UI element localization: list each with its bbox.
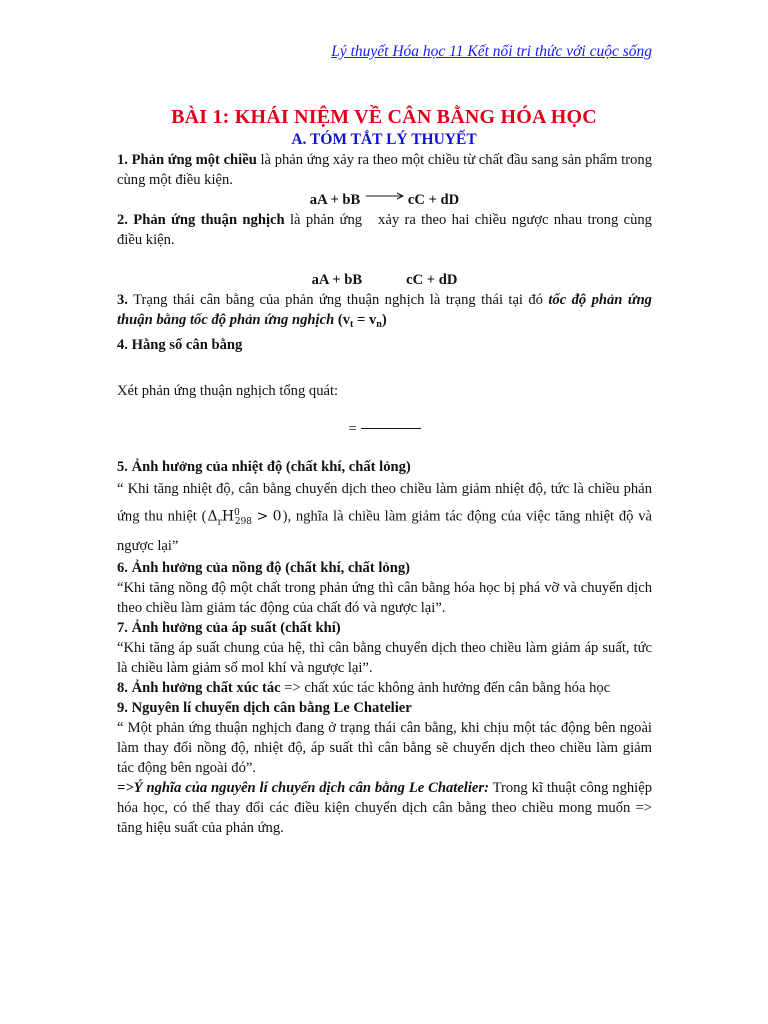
section-4 bbox=[117, 335, 652, 355]
section-6 bbox=[117, 558, 652, 578]
section-1-heading: 1. Phản ứng một chiều bbox=[117, 152, 257, 168]
equation-left: aA + bB bbox=[309, 192, 361, 208]
equation-left: aA + bB bbox=[311, 272, 363, 288]
section-4-heading: 4. Hằng số cân bằng bbox=[117, 337, 243, 353]
enthalpy-expression: $\Delta_rH^0_{298} > 0$ bbox=[207, 508, 282, 528]
section-7-text: “Khi tăng áp suất chung của hệ, thì cân bằng chuyển dịch theo chiều làm giảm áp suất, tức là chiều làm giảm số mol khí và ngược lại”. bbox=[117, 640, 652, 677]
le-chatelier-meaning bbox=[117, 778, 652, 838]
section-8 bbox=[117, 678, 652, 698]
section-2-heading: 2. Phản ứng thuận nghịch bbox=[117, 212, 285, 228]
one-way-equation bbox=[117, 190, 652, 210]
section-subtitle: A. TÓM TẮT LÝ THUYẾT bbox=[291, 131, 477, 148]
equation-right: cC + dD bbox=[407, 192, 460, 208]
header-link[interactable]: Lý thuyết Hóa học 11 Kết nối tri thức với cuộc sống bbox=[331, 43, 652, 60]
section-2-text-a: là phản ứng bbox=[284, 212, 363, 228]
equilibrium-constant-formula bbox=[117, 419, 652, 439]
section-9 bbox=[117, 698, 652, 718]
section-5-text: “ Khi tăng nhiệt độ, cân bằng chuyển dịch theo chiều làm giảm nhiệt độ, tức là chiều phản ứng thu nhiệt $(\Delta_rH^0_{298} > 0)$, nghĩa là chiều làm giảm tác động của việc tăng nhiệt độ và ngược lại” bbox=[117, 481, 652, 555]
section-2 bbox=[117, 210, 652, 250]
lesson-title: BÀI 1: KHÁI NIỆM VỀ CÂN BẰNG HÓA HỌC bbox=[171, 106, 597, 128]
section-7-heading: 7. Ảnh hưởng của áp suất (chất khí) bbox=[117, 620, 341, 637]
right-arrow-icon bbox=[366, 192, 406, 200]
section-8-heading: 8. Ảnh hưởng chất xúc tác bbox=[117, 680, 281, 697]
rate-equality: $(v_t = v_n)$ bbox=[334, 312, 387, 330]
section-4-text: Xét phản ứng thuận nghịch tổng quát: bbox=[117, 383, 339, 399]
fraction-bar bbox=[361, 428, 421, 429]
section-3 bbox=[117, 290, 652, 335]
section-6-text: “Khi tăng nồng độ một chất trong phản ứng thì cân bằng hóa học bị phá vỡ và chuyển dịch theo chiều làm giảm tác động của chất đó và ngược lại”. bbox=[117, 580, 652, 617]
section-3-text: Trạng thái cân bằng của phản ứng thuận nghịch là trạng thái tại đó bbox=[127, 292, 549, 308]
section-8-text: => chất xúc tác không ảnh hưởng đến cân bằng hóa học bbox=[280, 680, 611, 697]
section-9-heading: 9. Nguyên lí chuyển dịch cân bằng Le Chatelier bbox=[117, 700, 412, 717]
section-5-heading: 5. Ảnh hưởng của nhiệt độ (chất khí, chất lỏng) bbox=[117, 459, 411, 475]
section-3-number: 3. bbox=[117, 292, 128, 308]
section-7 bbox=[117, 618, 652, 638]
section-3-emphasis: tốc độ phản ứng thuận bằng tốc độ phản ứng nghịch bbox=[117, 292, 652, 328]
equation-right: cC + dD bbox=[406, 272, 458, 288]
meaning-text: Trong kĩ thuật công nghiệp hóa học, có thể thay đổi các điều kiện chuyển dịch cân bằng theo chiều mong muốn => tăng hiệu suất của phản ứng. bbox=[117, 780, 652, 837]
section-9-text: “ Một phản ứng thuận nghịch đang ở trạng thái cân bằng, khi chịu một tác động bên ngoài làm thay đổi nồng độ, nhiệt độ, áp suất thì cân bằng sẽ chuyển dịch theo chiều làm giảm tác động bên ngoài đó”. bbox=[117, 720, 652, 777]
lesson-content bbox=[117, 150, 652, 838]
meaning-heading: =>Ý nghĩa của nguyên lí chuyển dịch cân bằng Le Chatelier: bbox=[117, 780, 489, 797]
reversible-equation bbox=[117, 270, 652, 290]
formula-equals: = bbox=[348, 421, 357, 437]
section-2-text-b: xảy ra theo hai chiều ngược nhau trong cùng điều kiện. bbox=[117, 212, 652, 248]
section-1-text: là phản ứng xảy ra theo một chiều từ chất đầu sang sản phẩm trong cùng một điều kiện. bbox=[117, 152, 652, 188]
section-1 bbox=[117, 150, 652, 190]
section-6-heading: 6. Ảnh hưởng của nồng độ (chất khí, chất lỏng) bbox=[117, 560, 410, 577]
section-5 bbox=[117, 457, 652, 477]
